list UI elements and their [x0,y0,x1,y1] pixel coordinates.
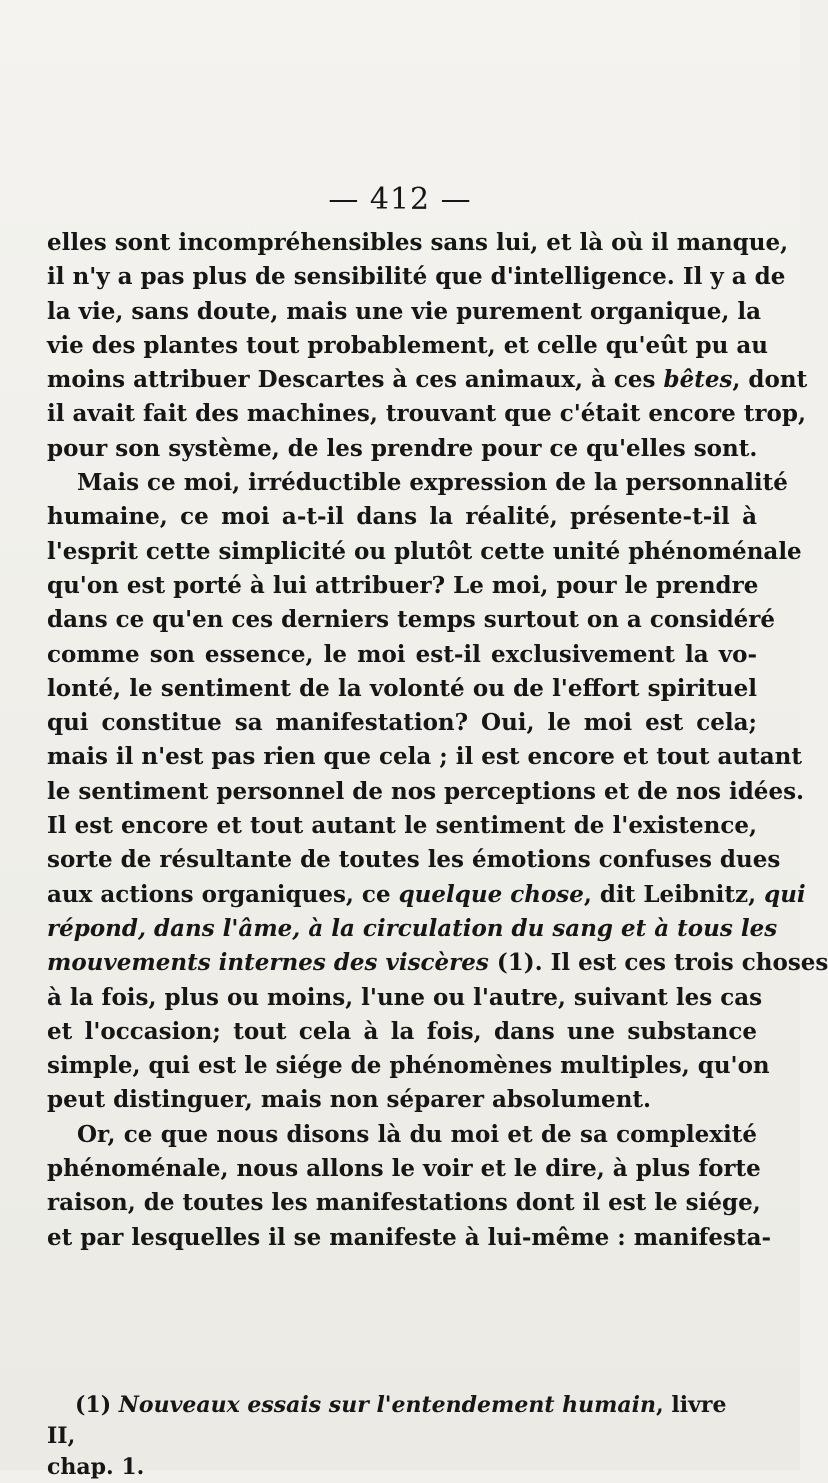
italic-phrase: mouvements internes des viscères [47,949,489,977]
text-line: dans ce qu'en ces derniers temps surtout on a considéré [47,606,776,634]
text-line: phénoménale, nous allons le voir et le dire, à plus forte [47,1155,761,1183]
text-line: qui constitue sa manifestation? Oui, le moi est cela; [47,709,757,737]
text-line: le sentiment personnel de nos perceptions et de nos idées. [47,777,805,805]
text-line: mouvements internes des viscères (1). Il est ces trois choses [47,949,828,977]
text-line: l'esprit cette simplicité ou plutôt cette unité phénoménale [47,537,802,565]
text-line: à la fois, plus ou moins, l'une ou l'autre, suivant les cas [47,983,763,1011]
text-line: qu'on est porté à lui attribuer? Le moi, pour le prendre [47,571,759,599]
text-line: lonté, le sentiment de la volonté ou de l'effort spirituel [47,674,757,702]
text-line: Or, ce que nous disons là du moi et de sa complexité [77,1120,757,1148]
text-line: il n'y a pas plus de sensibilité que d'intelligence. Il y a de [47,263,786,291]
text-line: et l'occasion; tout cela à la fois, dans une substance [47,1017,757,1045]
text-line: elles sont incompréhensibles sans lui, et là où il manque, [47,229,789,256]
italic-phrase: qui [764,880,806,908]
text-line: aux actions organiques, ce quelque chose, dit Leibnitz, qui [47,880,806,908]
text-line: moins attribuer Descartes à ces animaux, à ces bêtes, dont [47,366,808,394]
text-line: comme son essence, le moi est-il exclusivement la vo- [47,640,757,668]
text-line: mais il n'est pas rien que cela ; il est encore et tout autant [47,743,803,771]
page-number: — 412 — [328,182,472,217]
footnote-line: (1) Nouveaux essais sur l'entendement humain, livre II, [47,1392,727,1449]
text-line: et par lesquelles il se manifeste à lui-même : manifesta- [47,1223,772,1251]
text-line: il avait fait des machines, trouvant que c'était encore trop, [47,400,806,428]
text-line: humaine, ce moi a-t-il dans la réalité, présente-t-il à [47,503,757,531]
text-line: raison, de toutes les manifestations dont il est le siége, [47,1189,761,1217]
text-line: la vie, sans doute, mais une vie purement organique, la [47,297,761,325]
italic-phrase: quelque chose [398,880,584,908]
italic-phrase: répond, dans l'âme, à la circulation du sang et à tous les [47,914,778,942]
text-line: peut distinguer, mais non séparer absolument. [47,1086,652,1114]
text-line [47,912,778,946]
text-line: sorte de résultante de toutes les émotions confuses dues [47,846,781,874]
italic-word: bêtes [663,366,733,394]
footnote [47,1390,757,1483]
text-line: Mais ce moi, irréductible expression de la personnalité [77,469,788,497]
footnote-line: chap. 1. [47,1454,145,1480]
text-line: vie des plantes tout probablement, et celle qu'eût pu au [47,331,768,359]
text-line: Il est encore et tout autant le sentiment de l'existence, [47,812,757,840]
body-text [47,226,828,1255]
text-line: simple, qui est le siége de phénomènes multiples, qu'on [47,1052,770,1080]
text-line: pour son système, de les prendre pour ce qu'elles sont. [47,434,758,462]
footnote-title: Nouveaux essais sur l'entendement humain [118,1392,657,1418]
